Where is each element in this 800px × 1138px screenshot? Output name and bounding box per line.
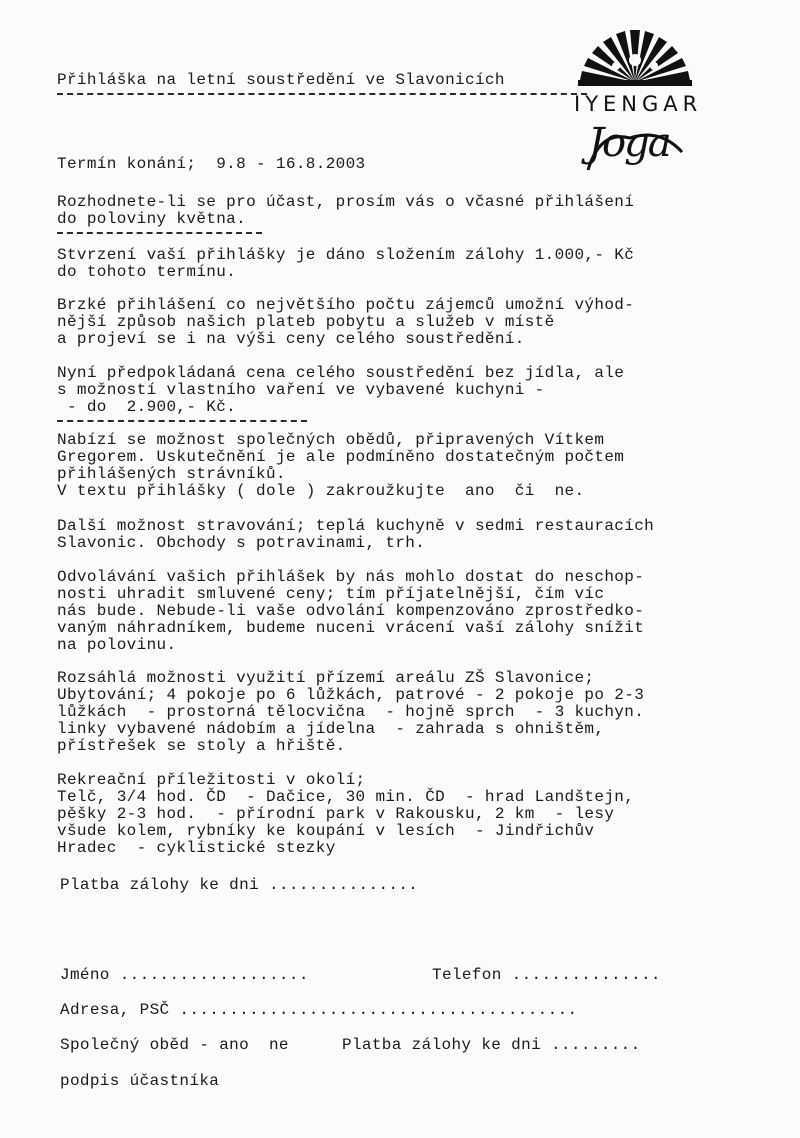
- deposit-line-1: Stvrzení vaší přihlášky je dáno složením zálohy 1.000,- Kč: [57, 246, 635, 264]
- section-divider: [57, 232, 262, 234]
- cancellation-line-5: na polovinu.: [57, 636, 177, 654]
- lunch-line-1: Nabízí se možnost společných obědů, připravených Vítkem: [57, 431, 605, 449]
- other-food-line-2: Slavonic. Obchody s potravinami, trh.: [57, 534, 426, 552]
- cancellation-line-3: nás bude. Nebude-li vaše odvolání kompenzováno zprostředko-: [57, 602, 645, 620]
- facilities-line-3: lůžkách - prostorná tělocvična - hojně sprch - 3 kuchyn.: [57, 703, 645, 721]
- logo-wordmark: IYENGAR: [574, 92, 703, 116]
- facilities-line-2: Ubytování; 4 pokoje po 6 lůžkách, patrové - 2 pokoje po 2-3: [57, 686, 645, 704]
- cancellation-line-4: vaným náhradníkem, budeme nuceni vrácení vaší zálohy snížit: [57, 619, 645, 637]
- signature-field[interactable]: podpis účastníka: [60, 1072, 220, 1090]
- early-line-2: nější způsob našich plateb pobytu a služeb v místě: [57, 313, 555, 331]
- section-divider: [57, 420, 307, 422]
- lunch-line-3: přihlášených strávníků.: [57, 465, 286, 483]
- cancellation-line-2: nosti uhradit smluvené ceny; tím příjatelnější, čím víc: [57, 585, 605, 603]
- other-food-line-1: Další možnost stravování; teplá kuchyně v sedmi restauracích: [57, 517, 655, 535]
- name-field[interactable]: Jméno ...................: [60, 966, 309, 984]
- cancellation-line-1: Odvolávání vašich přihlášek by nás mohlo dostat do neschop-: [57, 568, 645, 586]
- early-line-1: Brzké přihlášení co největšího počtu zájemců umožní výhod-: [57, 296, 635, 314]
- registration-line-2: do poloviny května.: [57, 210, 247, 228]
- recreation-line-4: všude kolem, rybníky ke koupání v lesích - Jindřichův: [57, 822, 595, 840]
- deposit-line-2: do tohoto termínu.: [57, 263, 237, 281]
- title-underline: [57, 93, 587, 95]
- payment-date-field[interactable]: Platba zálohy ke dni ...............: [60, 876, 419, 894]
- lunch-line-4: V textu přihlášky ( dole ) zakroužkujte ano či ne.: [57, 482, 585, 500]
- phone-field[interactable]: Telefon ...............: [432, 966, 661, 984]
- letterhead-title: Přihláška na letní soustředění ve Slavonicích: [57, 71, 505, 89]
- logo-subtitle: Joga: [588, 120, 670, 166]
- facilities-line-5: přístřešek se stoly a hřiště.: [57, 737, 346, 755]
- lunch-line-2: Gregorem. Uskutečnění je ale podmíněno dostatečným počtem: [57, 448, 625, 466]
- event-term: Termín konání; 9.8 - 16.8.2003: [57, 155, 366, 173]
- facilities-line-1: Rozsáhlá možnosti využití přízemí areálu ZŠ Slavonice;: [57, 669, 595, 687]
- registration-line-1: Rozhodnete-li se pro účast, prosím vás o včasné přihlášení: [57, 193, 635, 211]
- recreation-line-1: Rekreační příležitosti v okolí;: [57, 771, 366, 789]
- recreation-line-2: Telč, 3/4 hod. ČD - Dačice, 30 min. ČD - hrad Landštejn,: [57, 788, 635, 806]
- early-line-3: a projeví se i na výši ceny celého soustředění.: [57, 330, 525, 348]
- facilities-line-4: linky vybavené nádobím a jídelna - zahrada s ohništěm,: [57, 720, 605, 738]
- deposit-date-field[interactable]: Platba zálohy ke dni .........: [342, 1036, 641, 1054]
- recreation-line-3: pěšky 2-3 hod. - přírodní park v Rakousku, 2 km - lesy: [57, 805, 615, 823]
- price-line-1: Nyní předpokládaná cena celého soustředění bez jídla, ale: [57, 364, 625, 382]
- price-line-3: - do 2.900,- Kč.: [57, 398, 237, 416]
- price-line-2: s možností vlastního vaření ve vybavené kuchyni -: [57, 381, 545, 399]
- recreation-line-5: Hradec - cyklistické stezky: [57, 839, 336, 857]
- lunch-choice[interactable]: Společný oběd - ano ne: [60, 1036, 289, 1054]
- address-field[interactable]: Adresa, PSČ ........................................: [60, 1001, 578, 1019]
